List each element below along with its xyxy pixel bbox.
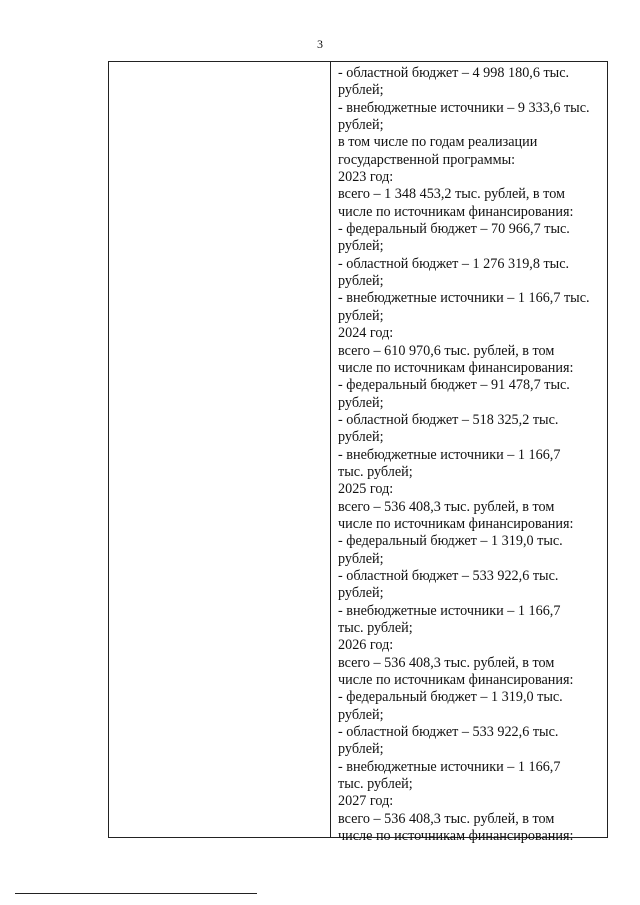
funding-text-line: всего – 610 970,6 тыс. рублей, в том bbox=[338, 342, 555, 359]
funding-text-line: - федеральный бюджет – 70 966,7 тыс. bbox=[338, 221, 570, 238]
funding-text-line: - федеральный бюджет – 91 478,7 тыс. bbox=[338, 377, 570, 394]
funding-text-line: рублей; bbox=[338, 429, 384, 446]
funding-text-line: всего – 536 408,3 тыс. рублей, в том bbox=[338, 810, 555, 827]
funding-text-line: - областной бюджет – 518 325,2 тыс. bbox=[338, 411, 559, 428]
funding-text-line: рублей; bbox=[338, 706, 384, 723]
funding-text-line: тыс. рублей; bbox=[338, 776, 413, 793]
funding-text-line: - внебюджетные источники – 1 166,7 тыс. bbox=[338, 290, 590, 307]
funding-text-line: - внебюджетные источники – 1 166,7 bbox=[338, 446, 561, 463]
funding-text-line: 2027 год: bbox=[338, 793, 394, 810]
funding-text-line: числе по источникам финансирования: bbox=[338, 359, 574, 376]
funding-text-line: - федеральный бюджет – 1 319,0 тыс. bbox=[338, 533, 563, 550]
funding-text-line: 2024 год: bbox=[338, 325, 394, 342]
footer-rule bbox=[15, 893, 257, 894]
funding-text-line: - областной бюджет – 533 922,6 тыс. bbox=[338, 567, 559, 584]
funding-text-line: государственной программы: bbox=[338, 151, 516, 168]
funding-text-line: числе по источникам финансирования: bbox=[338, 515, 574, 532]
funding-text-line: рублей; bbox=[338, 273, 384, 290]
funding-text-line: рублей; bbox=[338, 117, 384, 134]
funding-text-line: числе по источникам финансирования: bbox=[338, 828, 574, 845]
funding-text-line: рублей; bbox=[338, 82, 384, 99]
funding-text-line: всего – 536 408,3 тыс. рублей, в том bbox=[338, 654, 555, 671]
funding-text-line: всего – 536 408,3 тыс. рублей, в том bbox=[338, 498, 555, 515]
funding-table bbox=[108, 61, 608, 845]
page-number: 3 bbox=[317, 37, 323, 51]
funding-text-line: 2023 год: bbox=[338, 169, 394, 186]
funding-text-line: рублей; bbox=[338, 741, 384, 758]
funding-text-line: рублей; bbox=[338, 394, 384, 411]
funding-text-line: тыс. рублей; bbox=[338, 463, 413, 480]
funding-text-line: в том числе по годам реализации bbox=[338, 134, 538, 151]
table-right-cell bbox=[338, 65, 603, 845]
column-divider bbox=[330, 62, 331, 837]
funding-text-line: - областной бюджет – 4 998 180,6 тыс. bbox=[338, 65, 570, 81]
funding-text-line: - областной бюджет – 1 276 319,8 тыс. bbox=[338, 255, 570, 272]
funding-text-line: числе по источникам финансирования: bbox=[338, 672, 574, 689]
funding-text-line: числе по источникам финансирования: bbox=[338, 203, 574, 220]
funding-text-line: - внебюджетные источники – 1 166,7 bbox=[338, 758, 561, 775]
funding-text-line: - внебюджетные источники – 9 333,6 тыс. bbox=[338, 99, 590, 116]
funding-text-line: тыс. рублей; bbox=[338, 620, 413, 636]
funding-text-line: 2025 год: bbox=[338, 481, 394, 498]
funding-text-line: рублей; bbox=[338, 585, 384, 602]
funding-text-line: всего – 1 348 453,2 тыс. рублей, в том bbox=[338, 186, 565, 203]
funding-text-line: - областной бюджет – 533 922,6 тыс. bbox=[338, 724, 559, 741]
funding-text-line: рублей; bbox=[338, 307, 384, 324]
funding-text-line: - федеральный бюджет – 1 319,0 тыс. bbox=[338, 689, 563, 706]
funding-text-line: - внебюджетные источники – 1 166,7 bbox=[338, 602, 561, 619]
table-left-cell bbox=[109, 62, 330, 837]
funding-text-line: рублей; bbox=[338, 550, 384, 567]
funding-text-line: 2026 год: bbox=[338, 637, 394, 654]
funding-text-line: рублей; bbox=[338, 238, 384, 255]
